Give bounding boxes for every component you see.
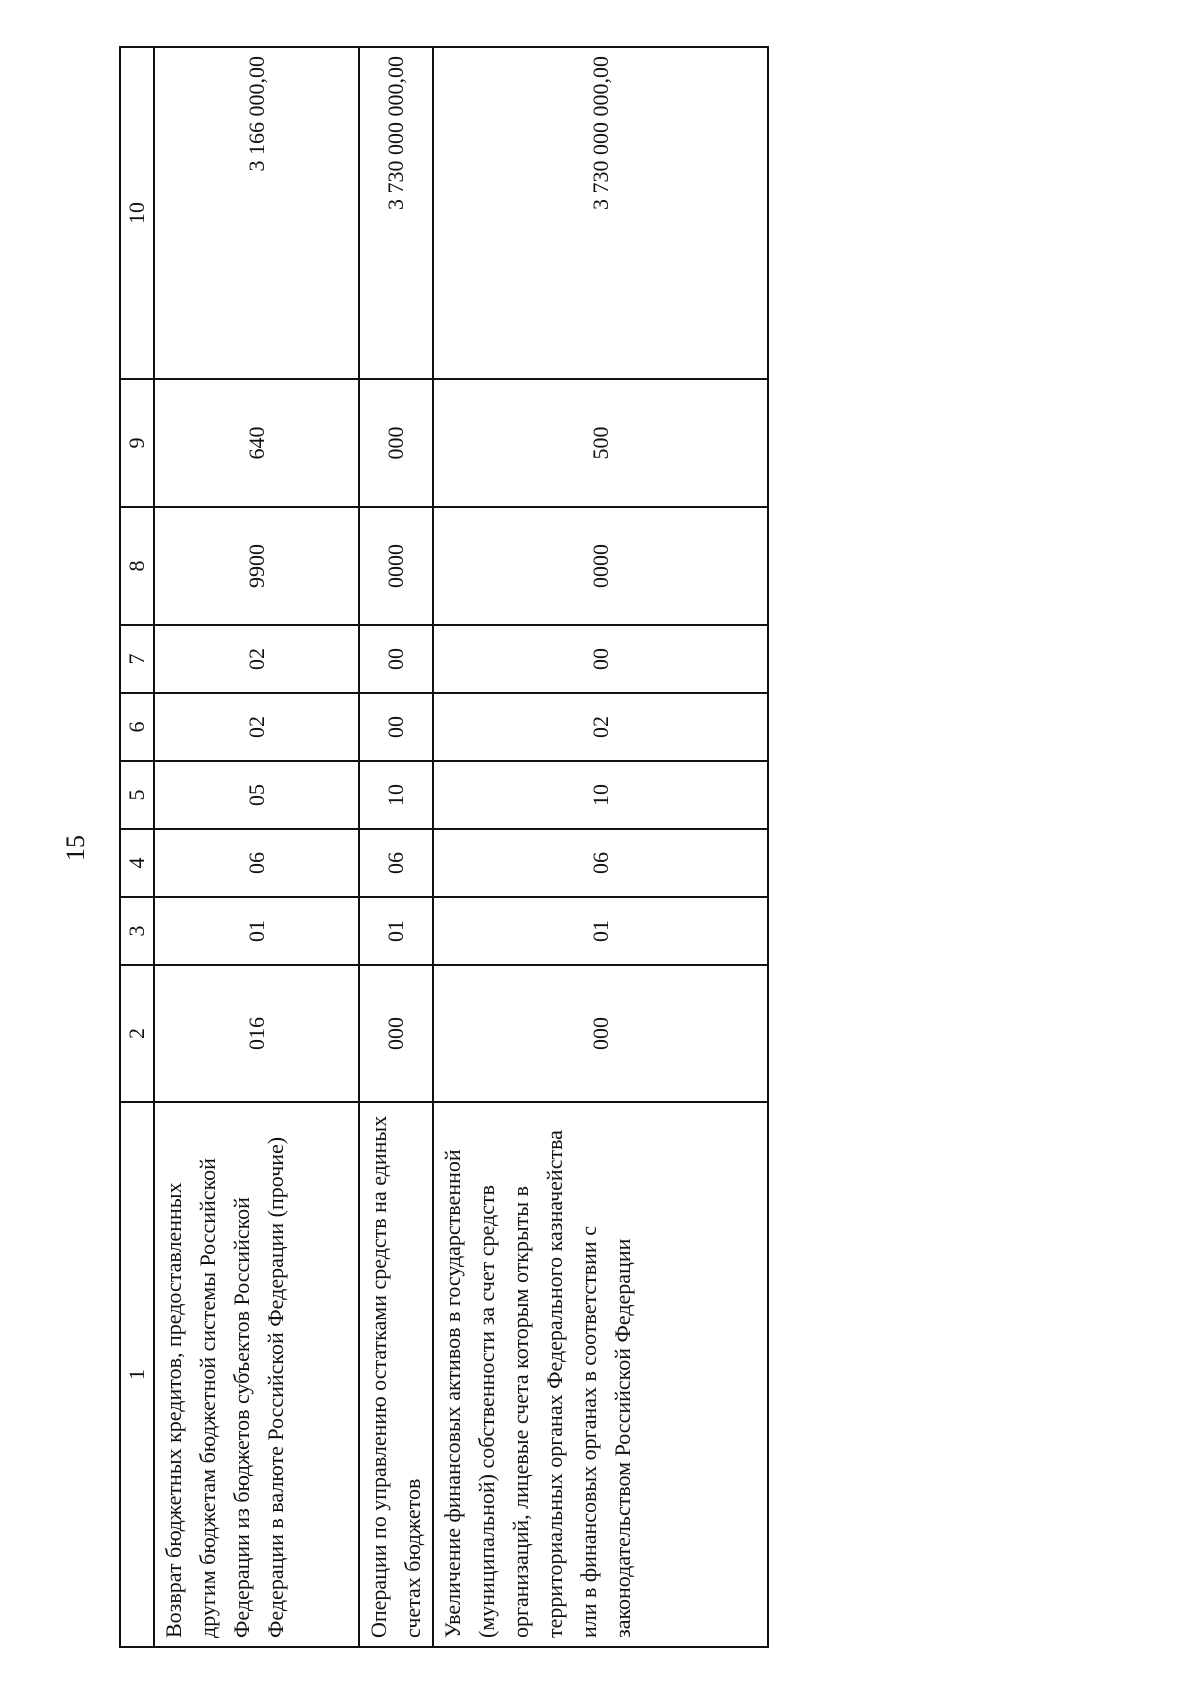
column-header: 7 [120,625,154,693]
code-cell: 000 [359,379,433,507]
budget-table [119,46,769,1648]
amount-cell: 3 730 000 000,00 [359,47,433,379]
column-header: 10 [120,47,154,379]
amount-cell: 3 730 000 000,00 [433,47,768,379]
code-cell: 000 [359,965,433,1102]
row-description: Возврат бюджетных кредитов, предоставленных другим бюджетам бюджетной системы Российской Федерации из бюджетов субъектов Российской Федерации в валюте Российской Федерации (прочие) [154,1102,359,1647]
page-number: 15 [61,835,90,861]
code-cell: 00 [359,625,433,693]
code-cell: 06 [359,829,433,897]
column-header: 5 [120,761,154,829]
code-cell: 640 [154,379,359,507]
row-description: Операции по управлению остатками средств на единых счетах бюджетов [359,1102,433,1647]
code-cell: 9900 [154,507,359,625]
table-row [359,47,433,1647]
code-cell: 01 [359,897,433,965]
row-description: Увеличение финансовых активов в государственной (муниципальной) собственности за счет средств организаций, лицевые счета которым открыты в территориальных органах Федерального казначейства или в финансовых органах в соответствии с законодательством Российской Федерации [433,1102,768,1647]
code-cell: 00 [359,693,433,761]
table-container [119,48,759,1648]
code-cell: 0000 [433,507,768,625]
code-cell: 06 [433,829,768,897]
code-cell: 01 [433,897,768,965]
code-cell: 06 [154,829,359,897]
table-row [154,47,359,1647]
code-cell: 02 [154,693,359,761]
code-cell: 10 [359,761,433,829]
header-row [120,47,154,1647]
code-cell: 01 [154,897,359,965]
column-header: 2 [120,965,154,1102]
amount-cell: 3 166 000,00 [154,47,359,379]
code-cell: 10 [433,761,768,829]
code-cell: 02 [433,693,768,761]
code-cell: 016 [154,965,359,1102]
column-header: 1 [120,1102,154,1647]
code-cell: 00 [433,625,768,693]
column-header: 9 [120,379,154,507]
code-cell: 0000 [359,507,433,625]
column-header: 6 [120,693,154,761]
column-header: 3 [120,897,154,965]
table-row [433,47,768,1647]
column-header: 4 [120,829,154,897]
column-header: 8 [120,507,154,625]
code-cell: 02 [154,625,359,693]
code-cell: 000 [433,965,768,1102]
code-cell: 05 [154,761,359,829]
code-cell: 500 [433,379,768,507]
